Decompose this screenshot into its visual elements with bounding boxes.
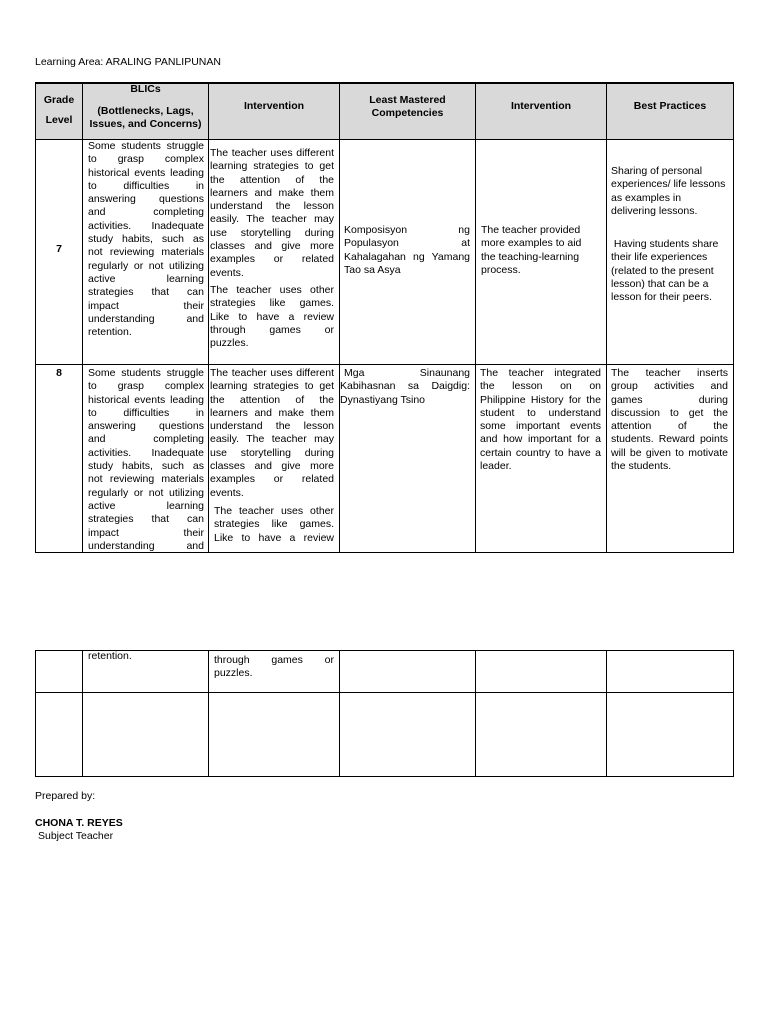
text-line: understand the lesson bbox=[210, 420, 334, 433]
table-border bbox=[35, 650, 36, 777]
text-line: to difficulties in bbox=[88, 406, 204, 419]
text-line: easily. The teacher may bbox=[210, 433, 334, 446]
row7-intervention-2 bbox=[481, 224, 603, 277]
text-line: events. bbox=[210, 486, 244, 499]
text-line: delivering lessons. bbox=[611, 204, 698, 217]
row8-intervention bbox=[210, 367, 334, 545]
text-line: The teacher inserts bbox=[611, 367, 728, 379]
text-line: Populasyon at bbox=[344, 237, 470, 250]
text-line: puzzles. bbox=[214, 667, 253, 680]
row8-least-mastered bbox=[340, 367, 470, 407]
text-line: answering questions bbox=[88, 193, 204, 206]
text-line: group activities and bbox=[611, 380, 728, 393]
text-line: Dynastiyang Tsino bbox=[340, 393, 426, 406]
text-line: the lesson on on bbox=[480, 380, 601, 393]
text-line: events. bbox=[210, 266, 244, 279]
table-border bbox=[35, 82, 36, 553]
text-line: lesson) that can be a bbox=[611, 278, 709, 291]
row7-best-practices bbox=[611, 165, 731, 305]
text-line: Sharing of personal bbox=[611, 165, 703, 177]
text-line: the students. bbox=[611, 460, 672, 473]
text-line: strategies like games. bbox=[210, 297, 334, 310]
text-line: discussion to get the bbox=[611, 406, 728, 419]
row8-intervention-2 bbox=[480, 367, 601, 473]
text-line: not reviewing materials bbox=[88, 246, 204, 259]
text-line: understanding and bbox=[88, 312, 204, 325]
text-line: study habits, such as bbox=[88, 460, 204, 473]
text-line: historical events leading bbox=[88, 393, 204, 406]
header-grade-line2: Level bbox=[45, 114, 73, 126]
text-line: active learning bbox=[88, 499, 204, 512]
table-border bbox=[606, 650, 607, 777]
text-line: Kahalagahan ng Yamang bbox=[344, 250, 470, 263]
text-line: examples or related bbox=[210, 253, 334, 266]
row7-grade: 7 bbox=[56, 243, 62, 255]
text-line: through games or bbox=[210, 323, 334, 336]
text-line: Komposisyon ng bbox=[344, 224, 470, 236]
text-line: The teacher uses other bbox=[210, 283, 334, 296]
row7-intervention bbox=[210, 147, 334, 350]
continued-intervention bbox=[214, 654, 334, 681]
text-line: use storytelling during bbox=[210, 226, 334, 239]
text-line: Kabihasnan sa Daigdig: bbox=[340, 380, 470, 393]
text-line: activities. Inadequate bbox=[88, 219, 204, 232]
text-line: learners and make them bbox=[210, 406, 334, 419]
text-line: (related to the present bbox=[611, 264, 714, 277]
text-line: regularly or not utilizing bbox=[88, 486, 204, 499]
header-best-practices: Best Practices bbox=[633, 100, 707, 112]
text-line: The teacher uses other bbox=[214, 504, 334, 517]
text-line: learning strategies to get bbox=[210, 380, 334, 393]
text-line: and completing bbox=[88, 433, 204, 446]
text-line: understand the lesson bbox=[210, 200, 334, 213]
header-grade-level bbox=[36, 90, 82, 130]
text-line: use storytelling during bbox=[210, 446, 334, 459]
table-border bbox=[339, 650, 340, 777]
text-line: strategies like games. bbox=[214, 518, 334, 531]
text-line: retention. bbox=[88, 650, 132, 662]
text-line: lesson for their peers. bbox=[611, 291, 712, 304]
text-line: through games or bbox=[214, 654, 334, 666]
text-line: The teacher integrated bbox=[480, 367, 601, 379]
text-line: Tao sa Asya bbox=[344, 263, 401, 276]
text-line: experiences/ life lessons bbox=[611, 178, 726, 191]
learning-area-label: Learning Area: ARALING PANLIPUNAN bbox=[35, 56, 221, 68]
table-border-bottom bbox=[35, 776, 734, 777]
text-line: the teaching-learning bbox=[481, 250, 580, 263]
table-border bbox=[35, 364, 734, 365]
text-line: strategies that can bbox=[88, 286, 204, 299]
text-line: more examples to aid bbox=[481, 237, 582, 250]
text-line: learners and make them bbox=[210, 186, 334, 199]
table-border bbox=[475, 82, 476, 553]
text-line: The teacher uses different bbox=[210, 147, 334, 159]
text-line: students. Reward points bbox=[611, 433, 728, 446]
row7-least-mastered bbox=[344, 224, 470, 277]
text-line: and completing bbox=[88, 206, 204, 219]
text-line: easily. The teacher may bbox=[210, 213, 334, 226]
text-line: the attention of the bbox=[210, 393, 334, 406]
row8-best-practices bbox=[611, 367, 728, 473]
text-line: Mga Sinaunang bbox=[344, 367, 470, 379]
text-line: and how important for a bbox=[480, 433, 601, 446]
header-grade-line1: Grade bbox=[43, 94, 75, 106]
text-line: impact their bbox=[88, 526, 204, 539]
table-border bbox=[606, 82, 607, 553]
header-least-mastered bbox=[340, 94, 475, 121]
text-line: the attention of the bbox=[210, 173, 334, 186]
text-line: Some students struggle bbox=[88, 367, 204, 379]
text-line: leader. bbox=[480, 460, 512, 473]
table-border bbox=[82, 650, 83, 777]
text-line: classes and give more bbox=[210, 460, 334, 473]
text-line: active learning bbox=[88, 272, 204, 285]
text-line: to grasp complex bbox=[88, 380, 204, 393]
header-blics-line3: Issues, and Concerns) bbox=[89, 118, 202, 130]
text-line: as examples in bbox=[611, 191, 682, 204]
text-line: answering questions bbox=[88, 420, 204, 433]
row7-blics bbox=[88, 140, 204, 339]
text-line: Having students share bbox=[611, 238, 719, 251]
header-blics-line2: (Bottlenecks, Lags, bbox=[97, 104, 194, 117]
text-line: process. bbox=[481, 263, 521, 276]
prepared-by-label: Prepared by: bbox=[35, 790, 96, 802]
text-line: classes and give more bbox=[210, 240, 334, 253]
table-border bbox=[208, 650, 209, 777]
continued-blics bbox=[88, 650, 204, 663]
text-line: certain country to have a bbox=[480, 446, 601, 459]
teacher-name: CHONA T. REYES bbox=[35, 817, 123, 829]
text-line: activities. Inadequate bbox=[88, 446, 204, 459]
header-least-line2: Competencies bbox=[371, 107, 444, 120]
table-border bbox=[82, 82, 83, 553]
table-border bbox=[35, 692, 734, 693]
text-line: to grasp complex bbox=[88, 153, 204, 166]
row8-blics bbox=[88, 367, 204, 553]
text-line: will be given to motivate bbox=[611, 446, 728, 459]
text-line: attention of the bbox=[611, 420, 728, 433]
text-line: Some students struggle bbox=[88, 140, 204, 152]
header-intervention-2: Intervention bbox=[510, 100, 572, 112]
table-border bbox=[208, 82, 209, 553]
table-border-right bbox=[733, 82, 734, 553]
text-line: not reviewing materials bbox=[88, 473, 204, 486]
text-line: strategies that can bbox=[88, 513, 204, 526]
text-line: regularly or not utilizing bbox=[88, 259, 204, 272]
header-blics bbox=[83, 83, 208, 132]
header-blics-title: BLICs bbox=[130, 83, 161, 95]
text-line: some important events bbox=[480, 420, 601, 433]
text-line: games during bbox=[611, 393, 728, 406]
table-border-right bbox=[733, 650, 734, 777]
text-line: retention. bbox=[88, 326, 132, 339]
row8-grade: 8 bbox=[56, 367, 62, 379]
text-line: student to understand bbox=[480, 406, 601, 419]
header-least-line1: Least Mastered bbox=[369, 94, 446, 106]
text-line: study habits, such as bbox=[88, 233, 204, 246]
text-line: their life experiences bbox=[611, 251, 708, 264]
text-line: examples or related bbox=[210, 473, 334, 486]
text-line: historical events leading bbox=[88, 166, 204, 179]
teacher-role: Subject Teacher bbox=[38, 830, 114, 842]
text-line: to difficulties in bbox=[88, 179, 204, 192]
text-line: learning strategies to get bbox=[210, 160, 334, 173]
table-border bbox=[475, 650, 476, 777]
text-line: puzzles. bbox=[210, 337, 249, 350]
text-line: Like to have a review bbox=[214, 531, 334, 544]
text-line: Philippine History for the bbox=[480, 393, 601, 406]
text-line: impact their bbox=[88, 299, 204, 312]
text-line: The teacher uses different bbox=[210, 367, 334, 379]
text-line: understanding and bbox=[88, 539, 204, 552]
text-line: The teacher provided bbox=[481, 224, 581, 236]
header-intervention-1: Intervention bbox=[243, 100, 305, 112]
text-line: Like to have a review bbox=[210, 310, 334, 323]
table-border bbox=[339, 82, 340, 553]
